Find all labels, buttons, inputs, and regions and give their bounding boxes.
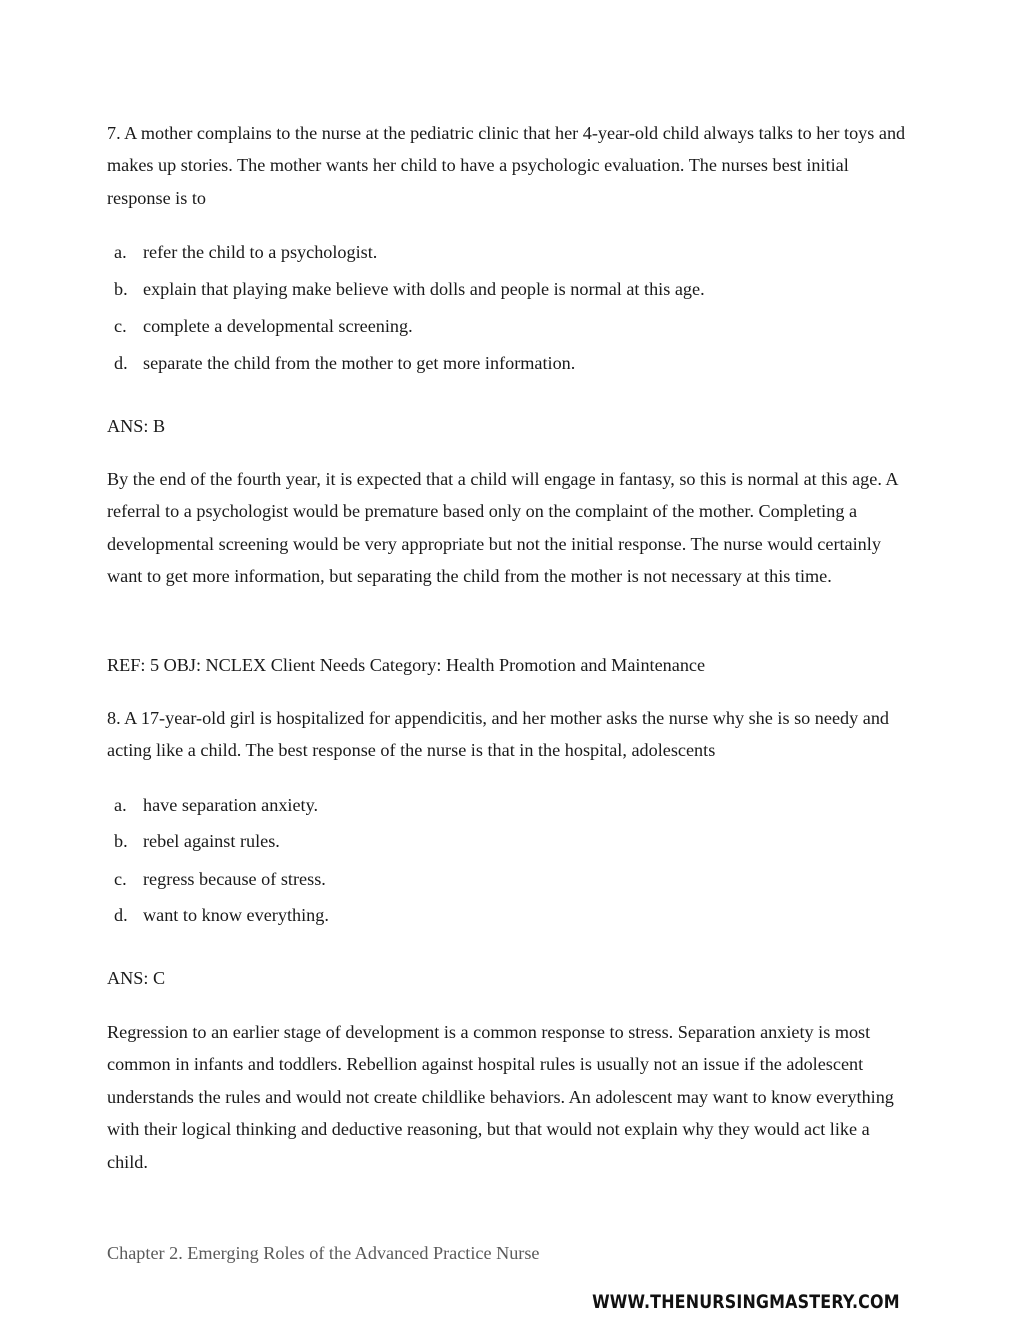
option-letter: d. (114, 905, 128, 925)
option-letter: c. (114, 316, 127, 336)
option-letter: d. (114, 353, 128, 373)
question-8-stem: 8. A 17-year-old girl is hospitalized for appendicitis, and her mother asks the nurse why she is so needy and acting like a child. The best response of the nurse is that in the hospital, adolescents (107, 708, 890, 761)
option-letter: b. (114, 279, 128, 299)
option-text: want to know everything. (143, 905, 329, 925)
option-letter: b. (114, 831, 128, 851)
question-7-stem: 7. A mother complains to the nurse at the pediatric clinic that her 4-year-old child always talks to her toys and makes up stories. The mother wants her child to have a psychologic evaluation. The nurses best initial response is to (107, 123, 906, 208)
site-watermark-link[interactable]: WWW.THENURSINGMASTERY.COM (592, 1292, 900, 1313)
question-7-reference: REF: 5 OBJ: NCLEX Client Needs Category: Health Promotion and Maintenance (107, 655, 706, 675)
option-letter: a. (114, 242, 127, 262)
chapter-footer: Chapter 2. Emerging Roles of the Advanced Practice Nurse (107, 1243, 540, 1263)
option-text: complete a developmental screening. (143, 316, 413, 336)
option-letter: c. (114, 869, 127, 889)
option-text: refer the child to a psychologist. (143, 242, 378, 262)
question-7-rationale: By the end of the fourth year, it is expected that a child will engage in fantasy, so this is normal at this age. A referral to a psychologist would be premature based only on the complaint of the mother. Completing a developmental screening would be very appropriate but not the initial response. The nurse would certainly want to get more information, but separating the child from the mother is not necessary at this time. (107, 469, 898, 587)
question-8-answer: ANS: C (107, 968, 166, 988)
question-8-rationale: Regression to an earlier stage of development is a common response to stress. Separation anxiety is most common in infants and toddlers. Rebellion against hospital rules is usually not an issue if the adolescent understands the rules and would not create childlike behaviors. An adolescent may want to know everything with their logical thinking and deductive reasoning, but that would not explain why they would act like a child. (107, 1022, 894, 1172)
question-7-answer: ANS: B (107, 416, 166, 436)
option-letter: a. (114, 795, 127, 815)
option-text: rebel against rules. (143, 831, 280, 851)
option-text: separate the child from the mother to get more information. (143, 353, 576, 373)
option-text: regress because of stress. (143, 869, 326, 889)
option-text: have separation anxiety. (143, 795, 319, 815)
option-text: explain that playing make believe with dolls and people is normal at this age. (143, 279, 705, 299)
